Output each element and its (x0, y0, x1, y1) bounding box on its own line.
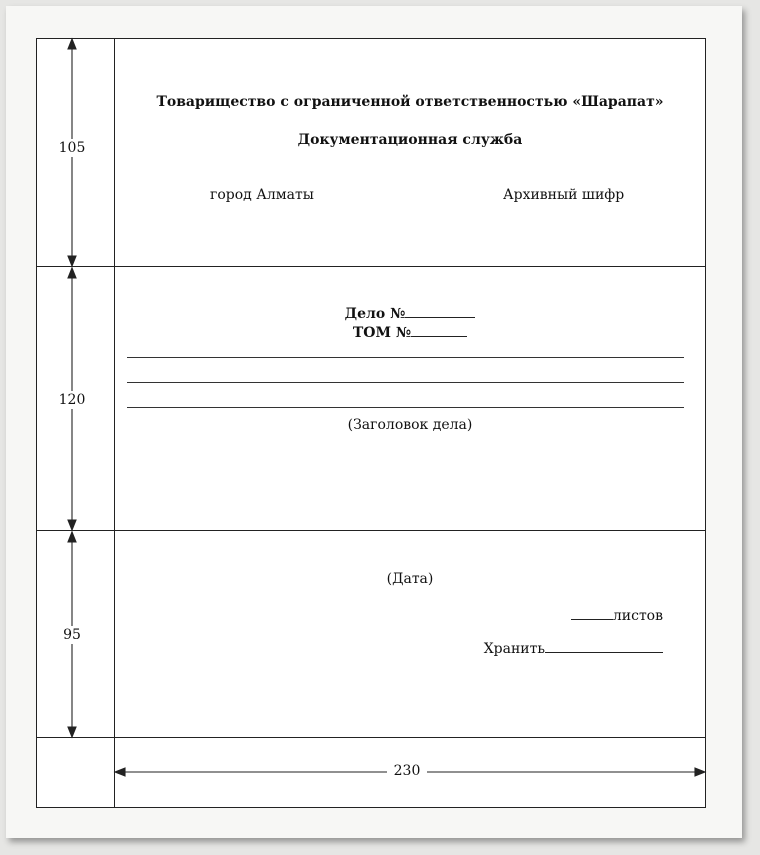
dimension-label-middle: 120 (47, 391, 97, 409)
case-title-caption: (Заголовок дела) (347, 417, 473, 433)
volume-number-blank (411, 324, 467, 337)
keep-blank (545, 640, 663, 653)
case-title-line-3 (127, 407, 684, 408)
dimension-label-width: 230 (387, 762, 427, 780)
case-number-label: Дело № (344, 306, 406, 322)
dimension-label-top: 105 (47, 139, 97, 157)
sheets-count (571, 607, 663, 624)
case-title-line-1 (127, 357, 684, 358)
archive-code-label: Архивный шифр (503, 187, 625, 203)
volume-number (115, 324, 705, 341)
page-background (6, 6, 742, 838)
case-number-blank (405, 305, 475, 318)
case-number (115, 305, 705, 322)
cover-sheet (36, 38, 706, 808)
date-caption: (Дата) (386, 571, 434, 587)
dimension-label-bottom: 95 (47, 626, 97, 644)
volume-number-label: ТОМ № (352, 325, 412, 341)
sheets-count-blank (571, 607, 613, 620)
sheets-label: листов (612, 608, 663, 624)
keep-label: Хранить (483, 641, 545, 657)
city-name: город Алматы (210, 187, 314, 203)
case-title-line-2 (127, 382, 684, 383)
retention-period (484, 640, 663, 657)
department-name: Документационная служба (297, 132, 523, 148)
organization-name: Товарищество с ограниченной ответственностью «Шарапат» (156, 94, 664, 110)
